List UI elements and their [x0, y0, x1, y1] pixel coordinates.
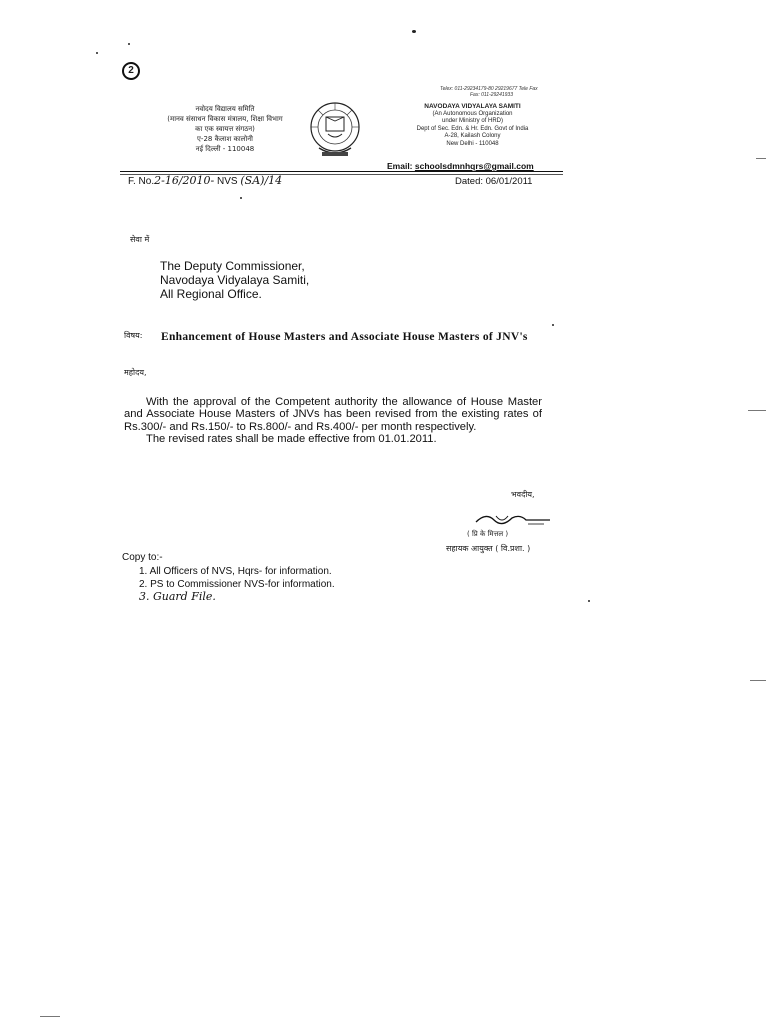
english-org-line: Dept of Sec. Edn. & Hr. Edn. Govt of India [416, 125, 529, 132]
email-label: Email: [387, 161, 413, 171]
scan-speck [412, 30, 416, 33]
copy-to-label: Copy to:- [122, 552, 163, 563]
copy-to-item: 2. PS to Commissioner NVS-for information. [139, 578, 335, 590]
page-marker: 2 [122, 62, 140, 80]
scan-speck [240, 197, 242, 199]
subject-label: विषय: [124, 331, 143, 340]
hindi-org-line: नई दिल्ली - 110048 [195, 145, 255, 153]
hindi-org-line: नवोदय विद्यालय समिति [195, 105, 255, 113]
copy-to-item-handwritten: 3. Guard File. [139, 590, 216, 603]
email-line [387, 161, 534, 171]
copy-to-item: 1. All Officers of NVS, Hqrs- for information. [139, 566, 332, 577]
signer-name: ( प्रि के मित्तल ) [467, 530, 509, 538]
greeting-hindi: महोदय, [124, 368, 147, 377]
salutation-hindi: सेवा में [130, 235, 150, 244]
copy-to-list [139, 566, 335, 604]
english-org-header [395, 103, 550, 148]
letter-date: Dated: 06/01/2011 [455, 176, 533, 187]
body-paragraph: The revised rates shall be made effective from 01.01.2011. [146, 433, 437, 446]
email-address: schoolsdmnhqrs@gmail.com [414, 161, 534, 171]
closing-hindi: भवदीय, [511, 490, 535, 499]
english-org-line: New Delhi - 110048 [446, 140, 499, 147]
hindi-org-line: (मानव संसाधन विकास मंत्रालय, शिक्षा विभाग [167, 115, 283, 123]
subject-text: Enhancement of House Masters and Associate House Masters of JNV's [161, 331, 528, 343]
scan-edge-mark [748, 410, 766, 411]
english-org-line: A-28, Kailash Colony [444, 133, 501, 139]
scan-edge-mark [40, 1016, 60, 1017]
file-number [128, 174, 282, 187]
addressee-line: Navodaya Vidyalaya Samiti, [160, 273, 310, 287]
file-no-typed: NVS [214, 176, 241, 187]
file-no-prefix: F. No. [128, 176, 155, 187]
body-paragraph: With the approval of the Competent authority the allowance of House Master and Associate House Masters of JNVs has been revised from the existing rates of Rs.300/- and Rs.150/- to Rs.800/- and Rs.400/- per month respectively. [124, 396, 542, 433]
english-org-line: NAVODAYA VIDYALAYA SAMITI [424, 103, 521, 110]
addressee-line: All Regional Office. [160, 287, 262, 301]
addressee-block [160, 259, 309, 301]
english-org-line: under Ministry of HRD) [441, 118, 503, 124]
scan-speck [588, 600, 590, 602]
scan-speck [128, 43, 130, 45]
hindi-org-header [155, 104, 295, 154]
hindi-org-line: ए-28 कैलाश कालोनी [197, 135, 253, 143]
phone-number: Telex: 011-29234179-80 29219677 Tele Fax [440, 86, 538, 92]
nvs-emblem-logo [304, 98, 366, 160]
signer-designation: सहायक आयुक्त ( वि.प्रशा. ) [446, 544, 531, 553]
file-no-suffix-handwritten: (SA)/14 [240, 174, 283, 187]
fax-number: Fax: 011-29241933 [470, 92, 513, 98]
addressee-line: The Deputy Commissioner, [160, 259, 305, 273]
english-org-line: (An Autonomous Organization [432, 110, 513, 117]
hindi-org-line: का एक स्वायत्त संगठन) [195, 125, 255, 133]
file-no-handwritten: 2-16/2010- [154, 174, 215, 187]
header-rule [120, 171, 563, 172]
letter-body [124, 396, 542, 446]
phone-fax-line [440, 86, 538, 98]
scan-edge-mark [750, 680, 766, 681]
scan-speck [552, 324, 554, 326]
scan-edge-mark [756, 158, 766, 159]
scan-speck [96, 52, 98, 54]
